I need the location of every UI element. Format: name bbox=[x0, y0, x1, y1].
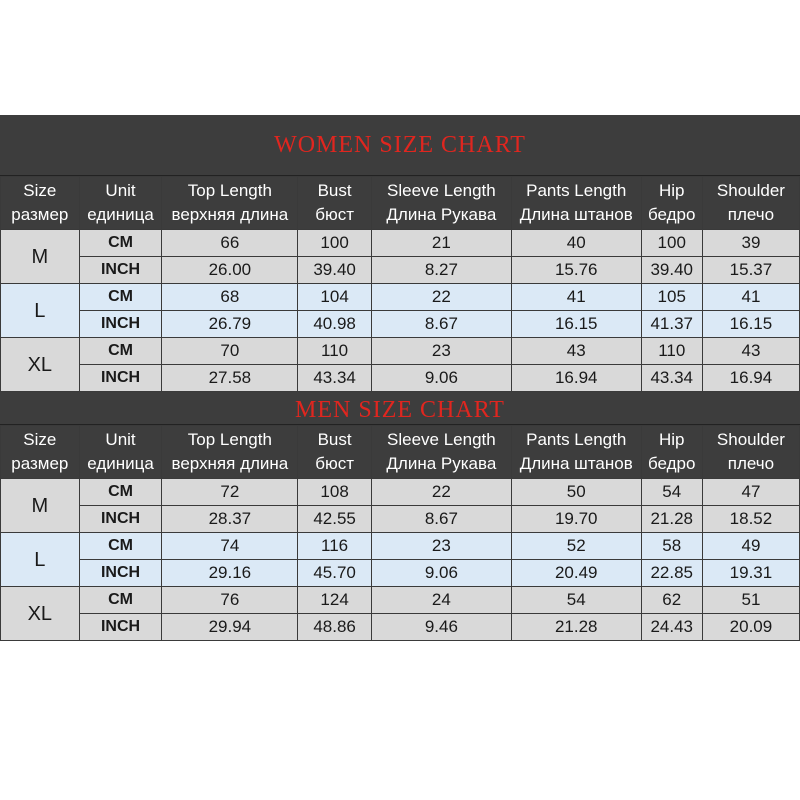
measurement-cell: 70 bbox=[162, 338, 298, 365]
table-row bbox=[1, 338, 800, 365]
men-chart-title: MEN SIZE CHART bbox=[0, 392, 800, 425]
measurement-cell: 22 bbox=[371, 479, 511, 506]
men-size-table bbox=[0, 425, 800, 641]
measurement-cell: 124 bbox=[298, 587, 372, 614]
column-header-russian: Длина штанов bbox=[519, 205, 633, 224]
measurement-cell: 51 bbox=[702, 587, 799, 614]
column-header-russian: Длина Рукава bbox=[386, 205, 497, 224]
women-chart-title: WOMEN SIZE CHART bbox=[0, 115, 800, 176]
measurement-cell: 110 bbox=[641, 338, 702, 365]
size-label: M bbox=[1, 230, 80, 284]
column-header-english: Unit bbox=[105, 181, 136, 200]
measurement-cell: 8.67 bbox=[371, 311, 511, 338]
column-header-english: Sleeve Length bbox=[387, 430, 496, 449]
column-header-russian: размер bbox=[11, 454, 69, 473]
measurement-cell: 39.40 bbox=[641, 257, 702, 284]
measurement-cell: 27.58 bbox=[162, 365, 298, 392]
measurement-cell: 9.46 bbox=[371, 614, 511, 641]
measurement-cell: 9.06 bbox=[371, 560, 511, 587]
size-label: L bbox=[1, 284, 80, 338]
measurement-cell: 43.34 bbox=[298, 365, 372, 392]
measurement-cell: 43 bbox=[702, 338, 799, 365]
column-header bbox=[298, 177, 372, 230]
measurement-cell: 76 bbox=[162, 587, 298, 614]
column-header-english: Shoulder bbox=[716, 181, 785, 200]
table-header-row bbox=[1, 426, 800, 479]
measurement-cell: 20.49 bbox=[511, 560, 641, 587]
column-header bbox=[641, 426, 702, 479]
measurement-cell: 49 bbox=[702, 533, 799, 560]
measurement-cell: 15.37 bbox=[702, 257, 799, 284]
measurement-cell: 43.34 bbox=[641, 365, 702, 392]
measurement-cell: 16.94 bbox=[511, 365, 641, 392]
unit-label: CM bbox=[79, 479, 162, 506]
measurement-cell: 39 bbox=[702, 230, 799, 257]
column-header bbox=[162, 177, 298, 230]
size-label: L bbox=[1, 533, 80, 587]
column-header-russian: размер bbox=[11, 205, 69, 224]
column-header bbox=[371, 177, 511, 230]
unit-label: INCH bbox=[79, 365, 162, 392]
column-header-english: Sleeve Length bbox=[387, 181, 496, 200]
size-label: XL bbox=[1, 587, 80, 641]
measurement-cell: 58 bbox=[641, 533, 702, 560]
measurement-cell: 52 bbox=[511, 533, 641, 560]
women-size-table bbox=[0, 176, 800, 392]
measurement-cell: 24 bbox=[371, 587, 511, 614]
table-row bbox=[1, 506, 800, 533]
column-header-russian: бедро bbox=[648, 454, 696, 473]
women-size-chart-section bbox=[0, 115, 800, 392]
measurement-cell: 42.55 bbox=[298, 506, 372, 533]
column-header bbox=[79, 426, 162, 479]
column-header bbox=[298, 426, 372, 479]
measurement-cell: 41 bbox=[702, 284, 799, 311]
column-header bbox=[511, 177, 641, 230]
measurement-cell: 50 bbox=[511, 479, 641, 506]
column-header-english: Bust bbox=[317, 430, 352, 449]
column-header-russian: единица bbox=[87, 205, 154, 224]
unit-label: CM bbox=[79, 284, 162, 311]
column-header bbox=[641, 177, 702, 230]
table-header-row bbox=[1, 177, 800, 230]
measurement-cell: 116 bbox=[298, 533, 372, 560]
column-header-english: Size bbox=[23, 181, 57, 200]
measurement-cell: 26.79 bbox=[162, 311, 298, 338]
measurement-cell: 29.94 bbox=[162, 614, 298, 641]
measurement-cell: 43 bbox=[511, 338, 641, 365]
measurement-cell: 8.27 bbox=[371, 257, 511, 284]
column-header-russian: плечо bbox=[727, 454, 775, 473]
unit-label: INCH bbox=[79, 614, 162, 641]
measurement-cell: 66 bbox=[162, 230, 298, 257]
column-header-russian: бедро bbox=[648, 205, 696, 224]
measurement-cell: 40.98 bbox=[298, 311, 372, 338]
size-label: M bbox=[1, 479, 80, 533]
table-row bbox=[1, 479, 800, 506]
measurement-cell: 74 bbox=[162, 533, 298, 560]
measurement-cell: 8.67 bbox=[371, 506, 511, 533]
measurement-cell: 54 bbox=[511, 587, 641, 614]
measurement-cell: 108 bbox=[298, 479, 372, 506]
measurement-cell: 23 bbox=[371, 533, 511, 560]
measurement-cell: 100 bbox=[641, 230, 702, 257]
measurement-cell: 20.09 bbox=[702, 614, 799, 641]
table-row bbox=[1, 365, 800, 392]
column-header bbox=[1, 177, 80, 230]
column-header-english: Top Length bbox=[187, 430, 272, 449]
measurement-cell: 62 bbox=[641, 587, 702, 614]
column-header bbox=[162, 426, 298, 479]
measurement-cell: 22.85 bbox=[641, 560, 702, 587]
column-header-english: Hip bbox=[658, 181, 685, 200]
table-row bbox=[1, 533, 800, 560]
table-row bbox=[1, 587, 800, 614]
column-header-english: Pants Length bbox=[526, 430, 627, 449]
column-header-russian: бюст bbox=[315, 454, 354, 473]
measurement-cell: 18.52 bbox=[702, 506, 799, 533]
column-header-russian: верхняя длина bbox=[171, 205, 289, 224]
table-row bbox=[1, 311, 800, 338]
measurement-cell: 16.15 bbox=[702, 311, 799, 338]
column-header bbox=[702, 426, 799, 479]
measurement-cell: 68 bbox=[162, 284, 298, 311]
measurement-cell: 21.28 bbox=[641, 506, 702, 533]
unit-label: INCH bbox=[79, 506, 162, 533]
measurement-cell: 21.28 bbox=[511, 614, 641, 641]
measurement-cell: 39.40 bbox=[298, 257, 372, 284]
measurement-cell: 29.16 bbox=[162, 560, 298, 587]
measurement-cell: 72 bbox=[162, 479, 298, 506]
size-chart bbox=[0, 115, 800, 641]
unit-label: CM bbox=[79, 533, 162, 560]
table-row bbox=[1, 230, 800, 257]
measurement-cell: 28.37 bbox=[162, 506, 298, 533]
measurement-cell: 16.15 bbox=[511, 311, 641, 338]
column-header-russian: Длина штанов bbox=[519, 454, 633, 473]
measurement-cell: 9.06 bbox=[371, 365, 511, 392]
column-header-russian: бюст bbox=[315, 205, 354, 224]
table-row bbox=[1, 560, 800, 587]
column-header-russian: Длина Рукава bbox=[386, 454, 497, 473]
unit-label: CM bbox=[79, 230, 162, 257]
size-label: XL bbox=[1, 338, 80, 392]
measurement-cell: 41 bbox=[511, 284, 641, 311]
measurement-cell: 41.37 bbox=[641, 311, 702, 338]
measurement-cell: 45.70 bbox=[298, 560, 372, 587]
column-header-english: Top Length bbox=[187, 181, 272, 200]
measurement-cell: 110 bbox=[298, 338, 372, 365]
column-header-russian: верхняя длина bbox=[171, 454, 289, 473]
column-header-english: Shoulder bbox=[716, 430, 785, 449]
column-header-english: Bust bbox=[317, 181, 352, 200]
unit-label: CM bbox=[79, 587, 162, 614]
unit-label: INCH bbox=[79, 311, 162, 338]
measurement-cell: 40 bbox=[511, 230, 641, 257]
table-row bbox=[1, 284, 800, 311]
measurement-cell: 21 bbox=[371, 230, 511, 257]
column-header bbox=[511, 426, 641, 479]
measurement-cell: 100 bbox=[298, 230, 372, 257]
measurement-cell: 48.86 bbox=[298, 614, 372, 641]
unit-label: CM bbox=[79, 338, 162, 365]
column-header-english: Pants Length bbox=[526, 181, 627, 200]
measurement-cell: 15.76 bbox=[511, 257, 641, 284]
measurement-cell: 26.00 bbox=[162, 257, 298, 284]
column-header bbox=[702, 177, 799, 230]
measurement-cell: 105 bbox=[641, 284, 702, 311]
measurement-cell: 23 bbox=[371, 338, 511, 365]
column-header-russian: единица bbox=[87, 454, 154, 473]
measurement-cell: 47 bbox=[702, 479, 799, 506]
column-header bbox=[1, 426, 80, 479]
measurement-cell: 19.70 bbox=[511, 506, 641, 533]
column-header-english: Unit bbox=[105, 430, 136, 449]
unit-label: INCH bbox=[79, 257, 162, 284]
column-header bbox=[371, 426, 511, 479]
table-row bbox=[1, 614, 800, 641]
table-row bbox=[1, 257, 800, 284]
column-header-russian: плечо bbox=[727, 205, 775, 224]
column-header bbox=[79, 177, 162, 230]
measurement-cell: 24.43 bbox=[641, 614, 702, 641]
column-header-english: Size bbox=[23, 430, 57, 449]
measurement-cell: 19.31 bbox=[702, 560, 799, 587]
measurement-cell: 54 bbox=[641, 479, 702, 506]
column-header-english: Hip bbox=[658, 430, 685, 449]
measurement-cell: 22 bbox=[371, 284, 511, 311]
measurement-cell: 104 bbox=[298, 284, 372, 311]
unit-label: INCH bbox=[79, 560, 162, 587]
men-size-chart-section bbox=[0, 392, 800, 641]
measurement-cell: 16.94 bbox=[702, 365, 799, 392]
